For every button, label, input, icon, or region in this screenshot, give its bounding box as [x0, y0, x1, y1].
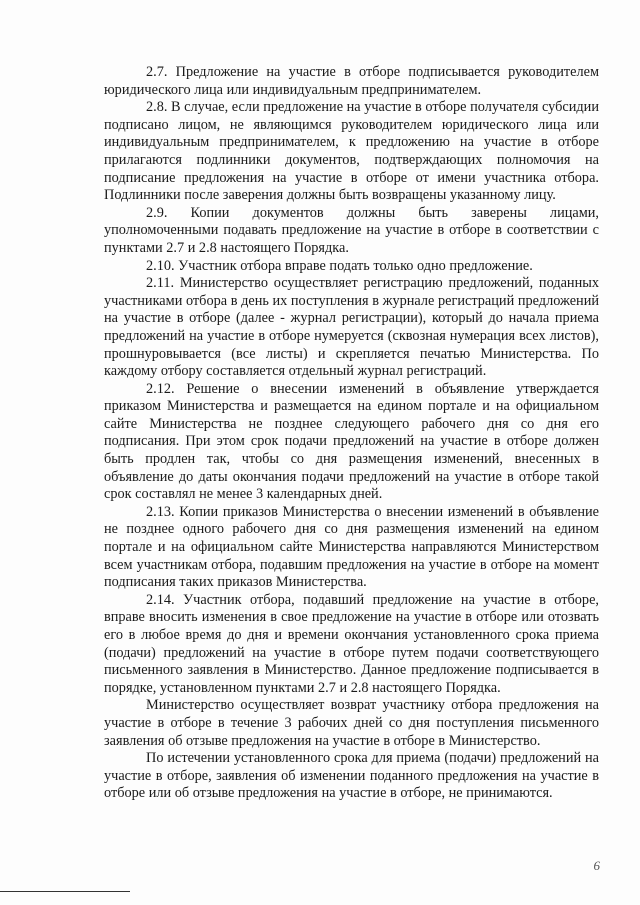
- footer-divider: [0, 891, 130, 892]
- paragraph-2-13: 2.13. Копии приказов Министерства о внесении изменений в объявление не позднее одного рабочего дня со дня размещения изменений на едином портале и на официальном сайте Министерства направляются Министерством всем участникам отбора, подавшим предложения на участие в отборе на момент подписания таких приказов Министерства.: [104, 503, 599, 591]
- paragraph-deadline: По истечении установленного срока для приема (подачи) предложений на участие в отборе, заявления об изменении поданного предложения на участие в отборе или об отзыве предложения на участие в отборе, не принимаются.: [104, 750, 599, 802]
- paragraph-2-7: 2.7. Предложение на участие в отборе подписывается руководителем юридического лица или индивидуальным предпринимателем.: [104, 64, 599, 98]
- paragraph-return: Министерство осуществляет возврат участнику отбора предложения на участие в отборе в течение 3 рабочих дней со дня поступления письменного заявления об отзыве предложения на участие в отборе в Министерство.: [104, 697, 599, 749]
- page-number: 6: [593, 858, 600, 873]
- paragraph-2-14: 2.14. Участник отбора, подавший предложение на участие в отборе, вправе вносить изменения в свое предложение на участие в отборе или отозвать его в любое время до дня и времени окончания установленного срока приема (подачи) предложений на участие в отборе путем подачи соответствующего письменного заявления в Министерство. Данное предложение подписывается в порядке, установленном пунктами 2.7 и 2.8 настоящего Порядка.: [104, 591, 599, 696]
- paragraph-2-11: 2.11. Министерство осуществляет регистрацию предложений, поданных участниками отбора в день их поступления в журнале регистраций предложений на участие в отборе (далее - журнал регистрации), который до начала приема предложений на участие в отборе нумеруется (сквозная нумерация всех листов), прошнуровывается (все листы) и скрепляется печатью Министерства. По каждому отбору составляется отдельный журнал регистраций.: [104, 275, 599, 380]
- paragraph-2-10: 2.10. Участник отбора вправе подать только одно предложение.: [146, 257, 533, 274]
- paragraph-2-12: 2.12. Решение о внесении изменений в объявление утверждается приказом Министерства и размещается на едином портале и на официальном сайте Министерства не позднее следующего рабочего дня со дня его подписания. При этом срок подачи предложений на участие в отборе должен быть продлен так, чтобы со дня размещения изменений, внесенных в объявление до даты окончания подачи предложений на участие в отборе такой срок составлял не менее 3 календарных дней.: [104, 380, 599, 503]
- paragraph-2-8: 2.8. В случае, если предложение на участие в отборе получателя субсидии подписано лицом, не являющимся руководителем юридического лица или индивидуальным предпринимателем, к предложению на участие в отборе прилагаются подлинники документов, подтверждающих полномочия на подписание предложения на участие в отборе от имени участника отбора. Подлинники после заверения должны быть возвращены указанному лицу.: [104, 99, 599, 204]
- paragraph-2-9: 2.9. Копии документов должны быть заверены лицами, уполномоченными подавать предложение на участие в отборе в соответствии с пунктами 2.7 и 2.8 настоящего Порядка.: [104, 204, 599, 256]
- document-body: [104, 64, 599, 803]
